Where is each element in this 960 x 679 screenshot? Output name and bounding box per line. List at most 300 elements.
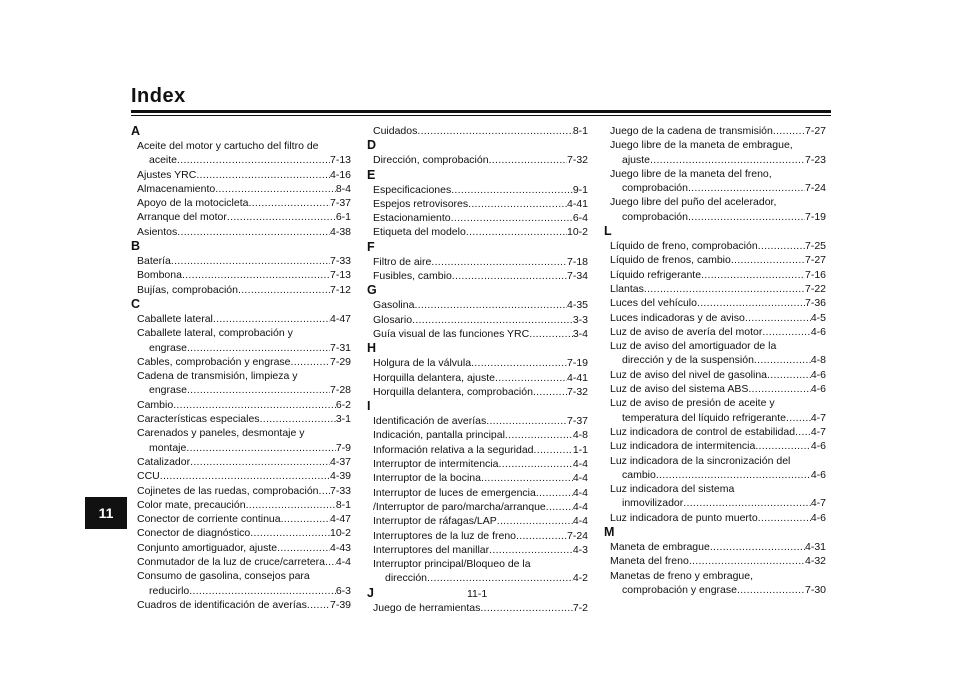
dot-leader bbox=[190, 455, 330, 469]
index-entry-text: Información relativa a la seguridad bbox=[373, 443, 534, 456]
dot-leader bbox=[466, 225, 567, 239]
index-entry-text: Líquido de freno, comprobación bbox=[610, 240, 758, 253]
index-entry bbox=[604, 554, 826, 568]
index-entry bbox=[367, 385, 588, 399]
index-page-ref: 4-16 bbox=[329, 168, 351, 181]
dot-leader bbox=[650, 153, 805, 167]
index-page-ref: 7-24 bbox=[804, 182, 826, 195]
index-entry bbox=[131, 268, 351, 282]
dot-leader bbox=[505, 428, 573, 442]
index-page-ref: 4-2 bbox=[572, 572, 588, 585]
index-entry-text: CCU bbox=[137, 470, 160, 483]
index-column-3 bbox=[604, 124, 826, 597]
index-page-ref: 4-6 bbox=[810, 325, 826, 338]
index-page-ref: 4-6 bbox=[810, 440, 826, 453]
index-page-ref: 7-39 bbox=[329, 598, 351, 611]
index-entry-text: Gasolina bbox=[373, 299, 415, 312]
index-entry-text: Cuidados bbox=[373, 125, 418, 137]
index-letter-heading: L bbox=[604, 224, 612, 239]
page-title: Index bbox=[131, 85, 186, 107]
index-page-ref: 8-4 bbox=[335, 182, 351, 195]
dot-leader bbox=[758, 511, 811, 525]
index-page-ref: 7-18 bbox=[566, 255, 588, 268]
index-page-ref: 4-7 bbox=[810, 411, 826, 424]
index-entry bbox=[367, 543, 588, 557]
index-entry-text: Identificación de averías bbox=[373, 415, 487, 428]
dot-leader bbox=[688, 210, 805, 224]
index-entry bbox=[131, 512, 351, 526]
dot-leader bbox=[412, 313, 573, 327]
index-entry-text: Batería bbox=[137, 255, 171, 268]
index-entry-text: comprobación bbox=[622, 210, 688, 223]
index-entry-text: Maneta del freno bbox=[610, 555, 689, 568]
index-entry-text: Consumo de gasolina, consejos para bbox=[137, 570, 310, 583]
index-entry bbox=[367, 255, 588, 269]
dot-leader bbox=[213, 312, 330, 326]
index-entry bbox=[604, 239, 826, 253]
index-entry bbox=[604, 454, 826, 483]
index-entry bbox=[367, 269, 588, 283]
index-entry bbox=[604, 511, 826, 525]
index-page-ref: 4-7 bbox=[810, 425, 826, 438]
index-entry-text: Asientos bbox=[137, 225, 178, 238]
index-page-ref: 3-1 bbox=[335, 413, 351, 426]
dot-leader bbox=[187, 383, 330, 397]
index-entry-text: Luz de aviso del amortiguador de la bbox=[610, 340, 777, 353]
index-entry-text: Conector de corriente continua bbox=[137, 513, 281, 526]
index-entry bbox=[367, 414, 588, 428]
index-letter-heading: G bbox=[367, 283, 377, 298]
index-page-ref: 4-38 bbox=[329, 225, 351, 238]
index-page-ref: 4-6 bbox=[810, 368, 826, 381]
index-page-ref: 7-25 bbox=[804, 240, 826, 253]
dot-leader bbox=[536, 486, 573, 500]
index-entry bbox=[367, 557, 588, 586]
index-entry bbox=[367, 197, 588, 211]
index-entry bbox=[604, 540, 826, 554]
index-entry bbox=[131, 598, 351, 612]
index-entry bbox=[367, 124, 588, 138]
dot-leader bbox=[238, 283, 330, 297]
index-letter-heading: C bbox=[131, 296, 141, 311]
index-entry bbox=[367, 500, 588, 514]
index-entry-text: Líquido de frenos, cambio bbox=[610, 254, 731, 267]
index-entry bbox=[131, 498, 351, 512]
index-entry bbox=[131, 484, 351, 498]
index-entry-text: Interruptores del manillar bbox=[373, 543, 490, 556]
index-entry bbox=[131, 196, 351, 210]
index-entry bbox=[131, 326, 351, 355]
index-letter-heading: M bbox=[604, 525, 615, 540]
index-entry bbox=[131, 469, 351, 483]
index-entry bbox=[604, 195, 826, 224]
index-page-ref: 7-34 bbox=[566, 270, 588, 283]
index-entry-text: Interruptores de la luz de freno bbox=[373, 529, 517, 542]
index-entry bbox=[604, 282, 826, 296]
dot-leader bbox=[767, 368, 811, 382]
index-entry bbox=[604, 138, 826, 167]
index-entry-text: dirección y de la suspensión bbox=[622, 354, 754, 367]
dot-leader bbox=[173, 398, 336, 412]
index-entry bbox=[131, 254, 351, 268]
dot-leader bbox=[534, 443, 573, 457]
index-entry-text: reducirlo bbox=[149, 584, 190, 597]
index-page-ref: 4-4 bbox=[572, 515, 588, 528]
dot-leader bbox=[481, 471, 573, 485]
dot-leader bbox=[683, 496, 811, 510]
index-page-ref: 4-6 bbox=[810, 383, 826, 396]
index-entry bbox=[131, 355, 351, 369]
index-entry-text: Juego libre de la maneta de embrague, bbox=[610, 139, 793, 152]
dot-leader bbox=[497, 514, 573, 528]
dot-leader bbox=[307, 598, 330, 612]
index-entry bbox=[604, 382, 826, 396]
dot-leader bbox=[177, 153, 330, 167]
index-page-ref: 7-2 bbox=[572, 601, 588, 614]
index-entry-text: comprobación y engrase bbox=[622, 583, 737, 596]
index-page-ref: 4-47 bbox=[329, 312, 351, 325]
index-entry bbox=[367, 601, 588, 615]
dot-leader bbox=[486, 414, 567, 428]
dot-leader bbox=[160, 469, 330, 483]
dot-leader bbox=[731, 253, 805, 267]
dot-leader bbox=[246, 498, 336, 512]
index-entry-text: Luz de aviso del sistema ABS bbox=[610, 383, 749, 396]
index-entry-text: Luz indicadora de intermitencia bbox=[610, 440, 756, 453]
index-entry bbox=[131, 398, 351, 412]
index-entry bbox=[131, 182, 351, 196]
index-letter-heading: D bbox=[367, 138, 377, 153]
index-entry-text: Luces del vehículo bbox=[610, 297, 697, 310]
index-page-ref: 7-28 bbox=[329, 384, 351, 397]
index-entry bbox=[131, 412, 351, 426]
index-page-ref: 4-4 bbox=[335, 556, 351, 569]
index-entry-text: Glosario bbox=[373, 313, 413, 326]
index-entry-text: Conector de diagnóstico bbox=[137, 527, 251, 540]
index-page-ref: 7-22 bbox=[804, 282, 826, 295]
index-entry-text: Caballete lateral bbox=[137, 312, 213, 325]
index-page-ref: 7-23 bbox=[804, 153, 826, 166]
index-entry bbox=[604, 482, 826, 511]
index-entry bbox=[367, 211, 588, 225]
index-page-ref: 4-3 bbox=[572, 543, 588, 556]
index-letter-heading: H bbox=[367, 341, 377, 356]
index-entry bbox=[367, 298, 588, 312]
index-entry-text: Cojinetes de las ruedas, comprobación bbox=[137, 484, 319, 497]
index-entry-text: Interruptor principal/Bloqueo de la bbox=[373, 558, 531, 571]
index-entry-text: Espejos retrovisores bbox=[373, 197, 469, 210]
dot-leader bbox=[171, 254, 330, 268]
index-entry-text: Luz de aviso de avería del motor bbox=[610, 325, 763, 338]
index-entry-text: Luz indicadora de control de estabilidad bbox=[610, 425, 796, 438]
index-entry bbox=[367, 313, 588, 327]
index-entry-text: Dirección, comprobación bbox=[373, 154, 489, 167]
index-entry bbox=[604, 339, 826, 368]
index-entry bbox=[367, 225, 588, 239]
index-entry-text: Maneta de embrague bbox=[610, 541, 710, 554]
index-entry-text: Estacionamiento bbox=[373, 212, 451, 225]
index-entry bbox=[131, 369, 351, 398]
dot-leader bbox=[546, 500, 573, 514]
index-entry bbox=[604, 569, 826, 598]
index-page-ref: 4-5 bbox=[810, 311, 826, 324]
index-entry bbox=[131, 225, 351, 239]
index-entry bbox=[131, 555, 351, 569]
index-letter-heading: E bbox=[367, 167, 376, 182]
index-page-ref: 4-32 bbox=[804, 555, 826, 568]
index-entry bbox=[367, 471, 588, 485]
index-entry-text: comprobación bbox=[622, 182, 688, 195]
index-entry-text: Catalizador bbox=[137, 455, 191, 468]
index-page-ref: 4-7 bbox=[810, 497, 826, 510]
index-entry bbox=[131, 569, 351, 598]
index-page-ref: 10-2 bbox=[566, 226, 588, 239]
dot-leader bbox=[697, 296, 805, 310]
dot-leader bbox=[196, 168, 330, 182]
dot-leader bbox=[754, 353, 811, 367]
dot-leader bbox=[710, 540, 805, 554]
index-entry bbox=[367, 371, 588, 385]
dot-leader bbox=[177, 225, 330, 239]
index-entry-text: Horquilla delantera, ajuste bbox=[373, 371, 495, 384]
dot-leader bbox=[468, 197, 567, 211]
index-entry-text: Cadena de transmisión, limpieza y bbox=[137, 370, 298, 383]
dot-leader bbox=[186, 441, 335, 455]
index-entry-text: Horquilla delantera, comprobación bbox=[373, 385, 533, 398]
index-entry-text: cambio bbox=[622, 468, 656, 481]
index-entry-text: Bujías, comprobación bbox=[137, 283, 238, 296]
index-entry-text: Almacenamiento bbox=[137, 182, 216, 195]
index-entry-text: Conmutador de la luz de cruce/carretera bbox=[137, 556, 325, 569]
index-page-ref: 7-27 bbox=[804, 254, 826, 267]
index-entry bbox=[604, 325, 826, 339]
index-page-ref: 7-29 bbox=[329, 355, 351, 368]
index-page-ref: 4-41 bbox=[566, 371, 588, 384]
page-number: 11-1 bbox=[467, 588, 488, 600]
index-entry bbox=[131, 526, 351, 540]
index-entry-text: Juego de la cadena de transmisión bbox=[610, 125, 773, 137]
index-entry-text: Cables, comprobación y engrase bbox=[137, 355, 291, 368]
index-page-ref: 4-43 bbox=[329, 541, 351, 554]
dot-leader bbox=[471, 356, 567, 370]
dot-leader bbox=[248, 196, 330, 210]
index-page-ref: 1-1 bbox=[572, 443, 588, 456]
index-page-ref: 7-13 bbox=[329, 154, 351, 167]
index-page-ref: 3-3 bbox=[572, 313, 588, 326]
chapter-tab: 11 bbox=[85, 497, 127, 529]
dot-leader bbox=[644, 282, 805, 296]
index-entry-text: Juego libre del puño del acelerador, bbox=[610, 196, 777, 209]
index-entry-text: Líquido refrigerante bbox=[610, 268, 702, 281]
index-entry bbox=[367, 514, 588, 528]
index-page-ref: 9-1 bbox=[572, 183, 588, 196]
index-entry bbox=[131, 455, 351, 469]
index-column-2 bbox=[367, 124, 588, 615]
index-page-ref: 7-19 bbox=[566, 357, 588, 370]
dot-leader bbox=[688, 181, 805, 195]
index-entry-text: Conjunto amortiguador, ajuste bbox=[137, 541, 278, 554]
index-entry-text: Especificaciones bbox=[373, 183, 452, 196]
index-letter-heading: F bbox=[367, 239, 375, 254]
index-entry bbox=[367, 153, 588, 167]
dot-leader bbox=[755, 439, 810, 453]
index-page-ref: 4-47 bbox=[329, 513, 351, 526]
title-rule-thin bbox=[131, 115, 831, 116]
index-entry-text: Ajustes YRC bbox=[137, 168, 197, 181]
index-page-ref: 7-37 bbox=[566, 415, 588, 428]
dot-leader bbox=[758, 239, 805, 253]
index-entry-text: Arranque del motor bbox=[137, 211, 227, 224]
index-page-ref: 7-13 bbox=[329, 269, 351, 282]
index-entry bbox=[131, 210, 351, 224]
index-entry bbox=[367, 457, 588, 471]
dot-leader bbox=[452, 269, 567, 283]
index-entry-text: Luz indicadora de la sincronización del bbox=[610, 454, 791, 467]
index-page-ref: 8-1 bbox=[572, 125, 588, 137]
dot-leader bbox=[745, 311, 811, 325]
dot-leader bbox=[260, 412, 336, 426]
dot-leader bbox=[480, 601, 572, 615]
dot-leader bbox=[795, 425, 811, 439]
index-entry-text: Indicación, pantalla principal bbox=[373, 429, 505, 442]
dot-leader bbox=[762, 325, 810, 339]
index-page-ref: 4-35 bbox=[566, 299, 588, 312]
index-page-ref: 7-33 bbox=[329, 484, 351, 497]
dot-leader bbox=[689, 554, 805, 568]
dot-leader bbox=[281, 512, 330, 526]
dot-leader bbox=[417, 124, 572, 138]
index-entry bbox=[131, 283, 351, 297]
index-entry-text: ajuste bbox=[622, 153, 651, 166]
index-entry-text: Juego de herramientas bbox=[373, 601, 481, 614]
dot-leader bbox=[189, 584, 336, 598]
index-letter-heading: B bbox=[131, 239, 141, 254]
dot-leader bbox=[498, 457, 572, 471]
index-page-ref: 7-30 bbox=[804, 583, 826, 596]
index-entry bbox=[367, 183, 588, 197]
index-entry-text: Apoyo de la motocicleta bbox=[137, 197, 249, 210]
dot-leader bbox=[277, 541, 330, 555]
index-page-ref: 4-8 bbox=[572, 429, 588, 442]
dot-leader bbox=[737, 583, 805, 597]
index-entry bbox=[367, 486, 588, 500]
index-page-ref: 4-8 bbox=[810, 354, 826, 367]
index-entry bbox=[604, 396, 826, 425]
index-entry-text: Bombona bbox=[137, 269, 182, 282]
dot-leader bbox=[319, 484, 330, 498]
index-entry bbox=[604, 311, 826, 325]
index-page-ref: 7-12 bbox=[329, 283, 351, 296]
index-entry-text: engrase bbox=[149, 341, 187, 354]
index-entry-text: Guía visual de las funciones YRC bbox=[373, 327, 530, 340]
index-entry-text: Holgura de la válvula bbox=[373, 357, 472, 370]
index-page-ref: 4-4 bbox=[572, 486, 588, 499]
dot-leader bbox=[748, 382, 810, 396]
index-entry bbox=[367, 529, 588, 543]
index-page-ref: 7-19 bbox=[804, 210, 826, 223]
index-entry-text: Caballete lateral, comprobación y bbox=[137, 327, 293, 340]
index-entry bbox=[604, 425, 826, 439]
dot-leader bbox=[414, 298, 567, 312]
index-page-ref: 7-32 bbox=[566, 154, 588, 167]
index-entry-text: Luz de aviso de presión de aceite y bbox=[610, 397, 775, 410]
index-entry bbox=[604, 439, 826, 453]
index-page-ref: 7-16 bbox=[804, 268, 826, 281]
index-entry-text: Aceite del motor y cartucho del filtro de bbox=[137, 140, 319, 152]
dot-leader bbox=[215, 182, 336, 196]
index-entry-text: Filtro de aire bbox=[373, 255, 432, 268]
dot-leader bbox=[533, 385, 567, 399]
index-page-ref: 4-41 bbox=[566, 197, 588, 210]
index-page-ref: 4-4 bbox=[572, 458, 588, 471]
index-page-ref: 7-24 bbox=[566, 529, 588, 542]
index-entry bbox=[131, 426, 351, 455]
dot-leader bbox=[701, 268, 805, 282]
index-entry-text: inmovilizador bbox=[622, 497, 684, 510]
dot-leader bbox=[227, 210, 336, 224]
index-entry bbox=[604, 368, 826, 382]
index-entry bbox=[604, 167, 826, 196]
index-entry-text: Luz indicadora de punto muerto bbox=[610, 511, 758, 524]
index-entry-text: Manetas de freno y embrague, bbox=[610, 569, 754, 582]
dot-leader bbox=[291, 355, 330, 369]
dot-leader bbox=[451, 183, 573, 197]
index-page-ref: 8-1 bbox=[335, 498, 351, 511]
index-entry bbox=[604, 124, 826, 138]
index-entry bbox=[367, 356, 588, 370]
index-entry bbox=[604, 296, 826, 310]
index-page-ref: 4-4 bbox=[572, 500, 588, 513]
index-entry bbox=[604, 253, 826, 267]
index-entry-text: dirección bbox=[385, 572, 428, 585]
index-entry-text: Llantas bbox=[610, 282, 644, 295]
index-entry-text: Características especiales bbox=[137, 413, 260, 426]
dot-leader bbox=[325, 555, 336, 569]
index-page-ref: 7-33 bbox=[329, 255, 351, 268]
index-page-ref: 6-3 bbox=[335, 584, 351, 597]
dot-leader bbox=[516, 529, 567, 543]
index-entry-text: Luz de aviso del nivel de gasolina bbox=[610, 368, 768, 381]
index-page-ref: 7-32 bbox=[566, 385, 588, 398]
index-page-ref: 4-6 bbox=[810, 468, 826, 481]
index-entry-text: Interruptor de ráfagas/LAP bbox=[373, 515, 497, 528]
index-page-ref: 4-37 bbox=[329, 455, 351, 468]
index-page-ref: 7-31 bbox=[329, 341, 351, 354]
dot-leader bbox=[786, 411, 811, 425]
dot-leader bbox=[427, 571, 573, 585]
index-page-ref: 6-1 bbox=[335, 211, 351, 224]
index-entry bbox=[131, 139, 351, 168]
dot-leader bbox=[529, 327, 573, 341]
index-entry bbox=[131, 541, 351, 555]
index-page-ref: 6-4 bbox=[572, 212, 588, 225]
title-rule-thick bbox=[131, 110, 831, 113]
index-entry-text: Etiqueta del modelo bbox=[373, 226, 466, 239]
index-page-ref: 4-31 bbox=[804, 541, 826, 554]
dot-leader bbox=[451, 211, 573, 225]
index-entry-text: montaje bbox=[149, 441, 187, 454]
index-entry-text: /Interruptor de paro/marcha/arranque bbox=[373, 500, 546, 513]
index-page-ref: 3-4 bbox=[572, 327, 588, 340]
dot-leader bbox=[431, 255, 567, 269]
index-page-ref: 4-39 bbox=[329, 470, 351, 483]
dot-leader bbox=[489, 543, 573, 557]
index-entry-text: Luces indicadoras y de aviso bbox=[610, 311, 745, 324]
index-entry bbox=[367, 443, 588, 457]
index-entry bbox=[367, 428, 588, 442]
index-letter-heading: I bbox=[367, 399, 371, 414]
index-entry bbox=[604, 268, 826, 282]
